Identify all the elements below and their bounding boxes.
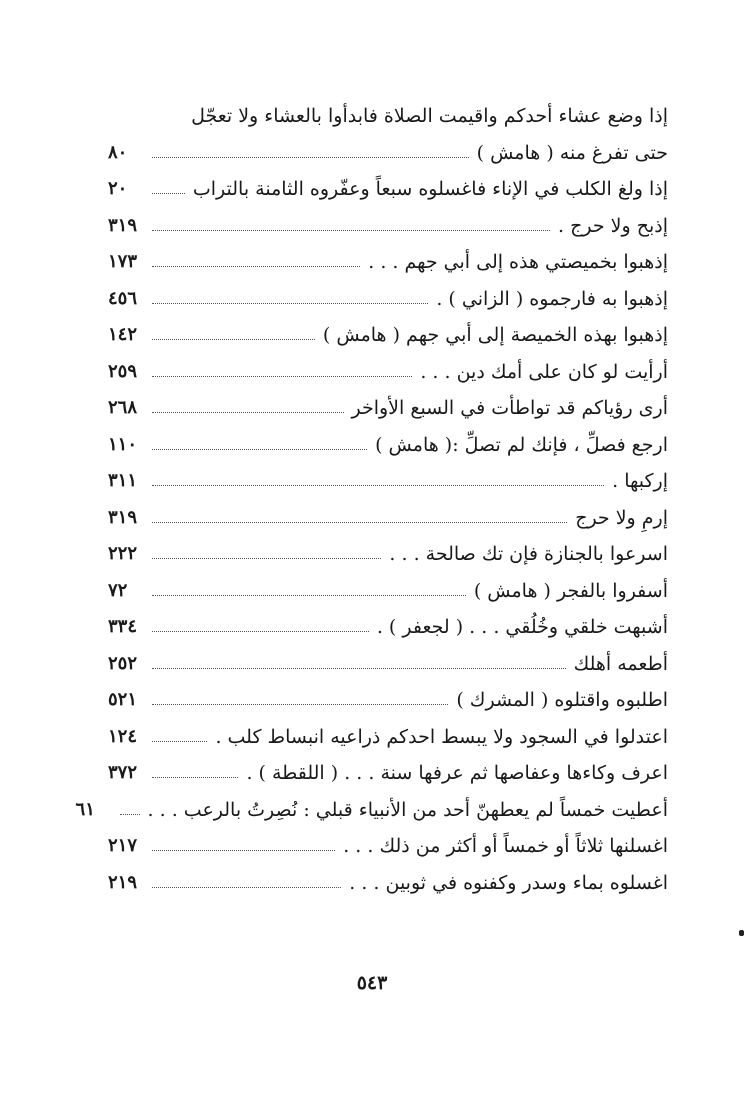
entry-text: اسرعوا بالجنازة فإن تك صالحة . . . — [389, 543, 668, 565]
index-entry — [108, 676, 668, 713]
index-entry — [108, 493, 668, 530]
index-entry — [108, 822, 668, 859]
entry-page-number: ٢١٧ — [108, 835, 138, 856]
dot-leader — [152, 595, 466, 596]
index-entry — [108, 165, 668, 202]
entry-text: أطعمه أهلك — [573, 652, 668, 675]
index-entry — [108, 96, 668, 128]
index-entry — [108, 858, 668, 895]
entry-page-number: ٣٧٢ — [108, 762, 138, 783]
entry-page-number: ١٧٣ — [108, 251, 138, 272]
index-entry — [108, 274, 668, 311]
index-entry — [108, 238, 668, 275]
index-entry — [108, 712, 668, 749]
dot-leader — [152, 230, 550, 231]
entry-page-number: ٢٠ — [108, 178, 128, 199]
entry-text: اعتدلوا في السجود ولا يبسط احدكم ذراعيه انبساط كلب . — [215, 725, 668, 748]
entry-page-number: ٥٢١ — [108, 689, 138, 710]
dot-leader — [152, 668, 566, 669]
entry-page-number: ٣١١ — [108, 470, 138, 491]
dot-leader — [152, 631, 369, 632]
dot-leader — [152, 266, 360, 267]
scan-speck — [739, 930, 744, 936]
index-entry — [75, 785, 668, 822]
entry-page-number: ٣١٩ — [108, 214, 138, 236]
entry-text: إذا وضع عشاء أحدكم واقيمت الصلاة فابدأوا بالعشاء ولا تعجّل — [191, 105, 668, 127]
index-entry — [108, 530, 668, 567]
entry-page-number: ١٢٤ — [108, 725, 138, 747]
entry-text: إذهبوا به فارجموه ( الزاني ) . — [436, 287, 668, 310]
dot-leader — [152, 376, 412, 377]
entry-text: إذهبوا بخميصتي هذه إلى أبي جهم . . . — [368, 251, 668, 273]
dot-leader — [152, 485, 604, 486]
entry-page-number: ٦١ — [75, 798, 95, 820]
index-entry — [108, 749, 668, 786]
entry-page-number: ٢٢٢ — [108, 543, 138, 564]
entry-text: إذبح ولا حرج . — [558, 214, 668, 237]
index-entry — [108, 639, 668, 676]
index-entry — [108, 566, 668, 603]
index-entry — [108, 311, 668, 348]
entry-text: اغسلنها ثلاثاً أو خمساً أو أكثر من ذلك . . . — [343, 835, 668, 857]
entry-text: أعطيت خمساً لم يعطهنّ أحد من الأنبياء قبلي : نُصِرتُ بالرعب . . . — [147, 798, 668, 821]
dot-leader — [152, 558, 381, 559]
entry-text: إذا ولغ الكلب في الإناء فاغسلوه سبعاً وعفّروه الثامنة بالتراب — [192, 178, 668, 200]
entry-text: اعرف وكاءها وعفاصها ثم عرفها سنة . . . ( اللقطة ) . — [246, 762, 668, 784]
entry-text: إركبها . — [612, 470, 668, 492]
index-entry — [108, 603, 668, 640]
entry-text: اغسلوه بماء وسدر وكفنوه في ثوبين . . . — [349, 871, 668, 894]
entry-page-number: ٤٥٦ — [108, 287, 138, 309]
dot-leader — [152, 704, 448, 705]
hadith-index-list — [75, 96, 668, 895]
dot-leader — [152, 303, 428, 304]
entry-page-number: ٧٢ — [108, 579, 128, 601]
entry-page-number: ٣٣٤ — [108, 616, 138, 637]
entry-text: ارجع فصلِّ ، فإنك لم تصلِّ :( هامش ) — [375, 433, 668, 456]
entry-page-number: ٣١٩ — [108, 506, 138, 528]
dot-leader — [152, 412, 344, 413]
entry-text: حتى تفرغ منه ( هامش ) — [476, 141, 668, 164]
index-entry — [108, 347, 668, 384]
dot-leader — [152, 449, 367, 450]
entry-page-number: ٢٦٨ — [108, 397, 138, 418]
dot-leader — [120, 814, 140, 815]
entry-page-number: ٨٠ — [108, 141, 128, 163]
dot-leader — [152, 522, 567, 523]
index-entry — [108, 420, 668, 457]
dot-leader — [152, 777, 238, 778]
dot-leader — [152, 193, 185, 194]
entry-text: إذهبوا بهذه الخميصة إلى أبي جهم ( هامش ) — [322, 324, 668, 346]
entry-text: أرى رؤياكم قد تواطأت في السبع الأواخر — [351, 397, 668, 419]
entry-text: أشبهت خلقي وخُلُقي . . . ( لجعفر ) . — [376, 616, 668, 638]
entry-page-number: ١٤٢ — [108, 324, 138, 345]
entry-page-number: ٢٥٩ — [108, 360, 138, 382]
entry-text: أرأيت لو كان على أمك دين . . . — [420, 360, 668, 383]
dot-leader — [152, 157, 469, 158]
dot-leader — [152, 887, 341, 888]
entry-page-number: ٢١٩ — [108, 871, 138, 893]
index-entry — [108, 201, 668, 238]
entry-page-number: ٢٥٢ — [108, 652, 138, 674]
page-number: ٥٤٣ — [356, 972, 388, 994]
entry-page-number: ١١٠ — [108, 433, 138, 455]
entry-text: اطلبوه واقتلوه ( المشرك ) — [456, 689, 668, 711]
index-entry — [108, 384, 668, 421]
index-entry — [108, 128, 668, 165]
dot-leader — [152, 339, 315, 340]
dot-leader — [152, 850, 335, 851]
index-entry — [108, 457, 668, 494]
entry-text: أسفروا بالفجر ( هامش ) — [473, 579, 668, 602]
entry-text: إرمِ ولا حرج — [575, 506, 668, 529]
dot-leader — [152, 741, 207, 742]
